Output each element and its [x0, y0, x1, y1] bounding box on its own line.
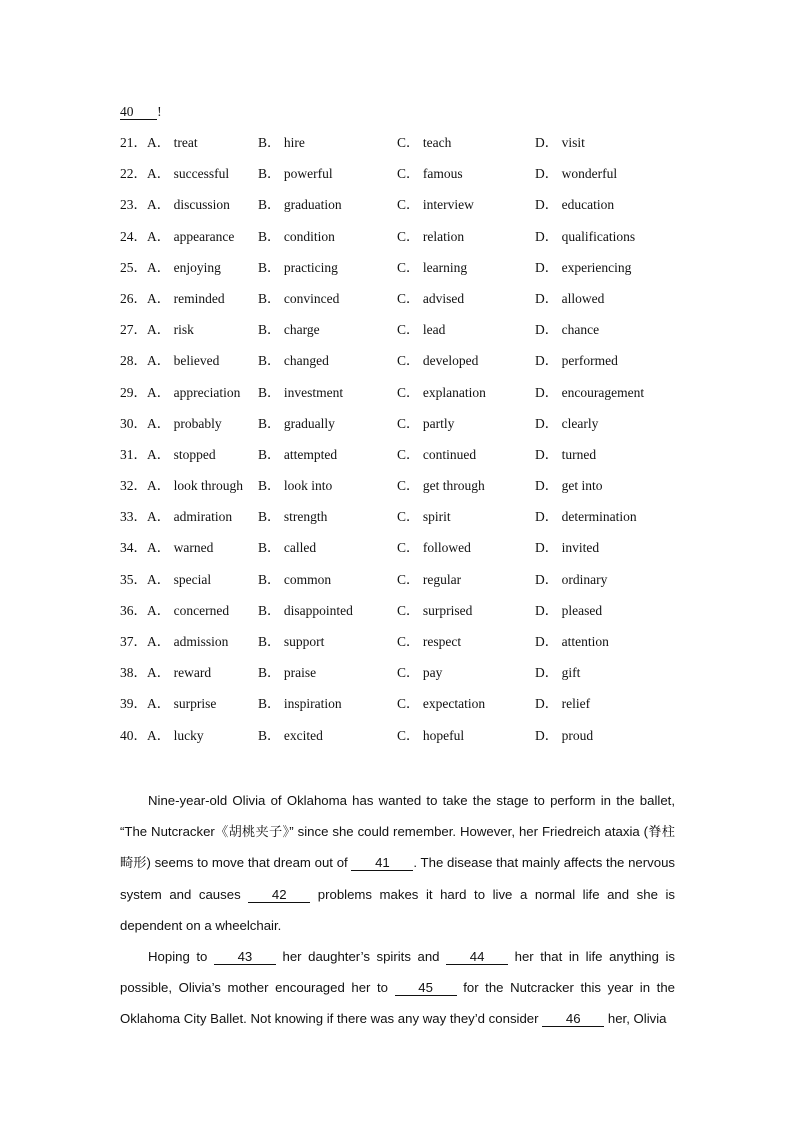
- option-d: [535, 135, 585, 151]
- option-c: [397, 322, 445, 338]
- option-letter: D．: [535, 259, 559, 275]
- blank-40: 40: [120, 105, 157, 120]
- option-b: [258, 572, 331, 588]
- option-letter: C．: [397, 290, 420, 306]
- question-row: [120, 166, 700, 197]
- option-b: [258, 166, 333, 182]
- option-b: [258, 696, 342, 712]
- option-a: [147, 197, 230, 213]
- option-letter: A．: [147, 727, 171, 743]
- question-number: 36．: [120, 602, 147, 618]
- option-text: continued: [422, 446, 477, 462]
- option-letter: B．: [258, 602, 281, 618]
- option-b: [258, 353, 329, 369]
- option-text: strength: [283, 509, 328, 525]
- option-text: allowed: [561, 290, 605, 306]
- option-b: [258, 447, 337, 463]
- option-letter: A．: [147, 665, 171, 681]
- option-text: look into: [283, 478, 333, 494]
- option-letter: A．: [147, 228, 171, 244]
- option-d: [535, 166, 617, 182]
- option-text: called: [283, 540, 317, 556]
- option-text: relief: [561, 696, 591, 712]
- option-letter: B．: [258, 446, 281, 462]
- option-letter: A．: [147, 353, 171, 369]
- option-letter: A．: [147, 446, 171, 462]
- question-number: 21．: [120, 135, 147, 150]
- option-c: [397, 634, 461, 650]
- question-row: [120, 447, 700, 478]
- question-row: [120, 634, 700, 665]
- option-c: [397, 665, 442, 681]
- option-text: powerful: [283, 166, 333, 182]
- option-c: [397, 509, 451, 525]
- option-a: [147, 509, 232, 525]
- option-text: turned: [561, 446, 597, 462]
- question-row: [120, 229, 700, 260]
- option-letter: D．: [535, 322, 559, 338]
- option-d: [535, 322, 599, 338]
- option-letter: D．: [535, 446, 559, 462]
- option-letter: D．: [535, 540, 559, 556]
- option-d: [535, 385, 644, 401]
- option-a: [147, 260, 221, 276]
- option-b: [258, 603, 353, 619]
- option-letter: C．: [397, 135, 420, 150]
- option-a: [147, 385, 240, 401]
- option-letter: C．: [397, 665, 420, 681]
- option-c: [397, 540, 471, 556]
- question-number: 29．: [120, 384, 147, 400]
- option-letter: B．: [258, 478, 281, 494]
- option-text: encouragement: [561, 384, 645, 400]
- option-letter: C．: [397, 353, 420, 369]
- option-letter: B．: [258, 571, 281, 587]
- question-number: 37．: [120, 634, 147, 649]
- option-letter: A．: [147, 634, 171, 649]
- option-text: enjoying: [173, 259, 221, 275]
- exclamation-mark: !: [157, 104, 162, 119]
- option-text: interview: [422, 197, 474, 213]
- option-letter: B．: [258, 634, 281, 649]
- option-a: [147, 135, 198, 151]
- option-letter: A．: [147, 696, 171, 712]
- option-text: successful: [173, 166, 230, 182]
- option-text: probably: [173, 415, 222, 431]
- option-text: gift: [561, 665, 581, 681]
- option-text: partly: [422, 415, 455, 431]
- option-b: [258, 416, 335, 432]
- option-letter: B．: [258, 166, 281, 182]
- option-letter: D．: [535, 509, 559, 525]
- option-a: [147, 478, 243, 494]
- option-letter: D．: [535, 384, 559, 400]
- question-number: 33．: [120, 509, 147, 525]
- option-c: [397, 197, 474, 213]
- option-letter: C．: [397, 634, 420, 649]
- answer-options-list: [120, 135, 700, 759]
- option-text: respect: [422, 634, 462, 649]
- option-letter: C．: [397, 197, 420, 213]
- option-letter: B．: [258, 197, 281, 213]
- option-text: surprise: [173, 696, 217, 712]
- question-number: 34．: [120, 540, 147, 556]
- question-number: 25．: [120, 259, 147, 275]
- blank-43: 43: [214, 949, 276, 965]
- option-a: [147, 416, 222, 432]
- option-letter: D．: [535, 571, 559, 587]
- option-b: [258, 229, 335, 245]
- question-row: [120, 416, 700, 447]
- option-text: investment: [283, 384, 344, 400]
- question-row: [120, 509, 700, 540]
- option-text: reminded: [173, 290, 225, 306]
- option-text: common: [283, 571, 332, 587]
- option-a: [147, 665, 211, 681]
- option-text: condition: [283, 228, 335, 244]
- option-d: [535, 540, 599, 556]
- option-d: [535, 728, 593, 744]
- option-letter: B．: [258, 415, 281, 431]
- option-text: learning: [422, 259, 468, 275]
- option-text: attempted: [283, 446, 338, 462]
- option-letter: D．: [535, 602, 559, 618]
- option-letter: A．: [147, 509, 171, 525]
- option-b: [258, 728, 323, 744]
- option-text: relation: [422, 228, 465, 244]
- option-text: appreciation: [173, 384, 241, 400]
- option-text: inspiration: [283, 696, 342, 712]
- option-b: [258, 135, 305, 151]
- option-text: ordinary: [561, 571, 608, 587]
- option-d: [535, 447, 596, 463]
- option-d: [535, 572, 607, 588]
- option-letter: D．: [535, 478, 559, 494]
- question-row: [120, 353, 700, 384]
- option-letter: C．: [397, 384, 420, 400]
- option-text: stopped: [173, 446, 216, 462]
- question-number: 38．: [120, 665, 147, 681]
- option-c: [397, 166, 463, 182]
- option-text: followed: [422, 540, 471, 556]
- option-b: [258, 385, 343, 401]
- question-row: [120, 696, 700, 727]
- option-d: [535, 229, 635, 245]
- option-b: [258, 197, 342, 213]
- option-a: [147, 572, 211, 588]
- option-text: charge: [283, 322, 320, 338]
- option-a: [147, 291, 225, 307]
- option-a: [147, 728, 204, 744]
- option-letter: B．: [258, 259, 281, 275]
- option-text: reward: [173, 665, 212, 681]
- option-a: [147, 322, 194, 338]
- option-text: performed: [561, 353, 618, 369]
- option-text: hire: [283, 135, 305, 150]
- option-letter: B．: [258, 290, 281, 306]
- reading-passage: [120, 785, 675, 1035]
- question-row: [120, 322, 700, 353]
- question-row: [120, 291, 700, 322]
- option-a: [147, 696, 216, 712]
- option-letter: C．: [397, 478, 420, 494]
- option-text: lead: [422, 322, 446, 338]
- option-d: [535, 634, 609, 650]
- option-a: [147, 447, 216, 463]
- option-d: [535, 665, 580, 681]
- option-text: advised: [422, 290, 465, 306]
- option-b: [258, 291, 339, 307]
- paragraph-2: Hoping to 43 her daughter’s spirits and 44 her that in life anything is possible, Olivia’s mother encouraged her to 45 for the Nutcracker this year in the Oklahoma City Ballet. Not knowing if there was any way they’d consider 46 her, Olivia: [120, 949, 676, 1027]
- option-b: [258, 634, 324, 650]
- option-text: get through: [422, 478, 485, 494]
- option-text: surprised: [422, 602, 473, 618]
- option-text: look through: [173, 478, 243, 494]
- option-letter: C．: [397, 166, 420, 182]
- option-letter: D．: [535, 353, 559, 369]
- option-text: graduation: [283, 197, 342, 213]
- option-b: [258, 322, 320, 338]
- option-letter: D．: [535, 727, 559, 743]
- option-letter: A．: [147, 540, 171, 556]
- option-text: teach: [422, 135, 452, 150]
- option-letter: A．: [147, 259, 171, 275]
- option-text: risk: [173, 322, 194, 338]
- option-b: [258, 478, 332, 494]
- option-letter: C．: [397, 540, 420, 556]
- option-text: chance: [561, 322, 600, 338]
- option-c: [397, 260, 467, 276]
- option-letter: C．: [397, 322, 420, 338]
- option-text: disappointed: [283, 602, 353, 618]
- question-row: [120, 728, 700, 759]
- option-text: hopeful: [422, 727, 465, 743]
- question-number: 28．: [120, 353, 147, 369]
- option-letter: B．: [258, 322, 281, 338]
- option-letter: D．: [535, 634, 559, 649]
- option-letter: C．: [397, 696, 420, 712]
- option-a: [147, 603, 229, 619]
- option-a: [147, 229, 234, 245]
- option-letter: B．: [258, 727, 281, 743]
- option-text: special: [173, 571, 212, 587]
- option-text: spirit: [422, 509, 451, 525]
- option-text: proud: [561, 727, 594, 743]
- option-d: [535, 260, 631, 276]
- question-number: 30．: [120, 415, 147, 431]
- option-text: education: [561, 197, 615, 213]
- blank-41: 41: [351, 855, 413, 871]
- option-text: clearly: [561, 415, 599, 431]
- question-number: 32．: [120, 478, 147, 494]
- option-text: developed: [422, 353, 479, 369]
- option-c: [397, 696, 485, 712]
- option-text: determination: [561, 509, 637, 525]
- question-number: 24．: [120, 228, 147, 244]
- option-text: regular: [422, 571, 462, 587]
- option-letter: D．: [535, 696, 559, 712]
- paragraph-1: Nine-year-old Olivia of Oklahoma has wanted to take the stage to perform in the ballet, “The Nutcracker《胡桃夹子》” since she could remember. However, her Friedreich ataxia (脊柱畸形) seems to move that dream out of 41 . The disease that mainly affects the nervous system and causes 42 problems makes it hard to live a normal life and she is dependent on a wheelchair.: [120, 793, 675, 933]
- question-number: 23．: [120, 197, 147, 213]
- option-c: [397, 478, 485, 494]
- option-letter: C．: [397, 228, 420, 244]
- option-letter: A．: [147, 322, 171, 338]
- option-letter: A．: [147, 478, 171, 494]
- question-number: 22．: [120, 166, 147, 182]
- option-letter: C．: [397, 571, 420, 587]
- option-text: qualifications: [561, 228, 636, 244]
- option-text: praise: [283, 665, 317, 681]
- option-text: admission: [173, 634, 229, 649]
- option-text: famous: [422, 166, 463, 182]
- option-text: pay: [422, 665, 443, 681]
- question-row: [120, 197, 700, 228]
- blank-46: 46: [542, 1011, 604, 1027]
- option-c: [397, 416, 454, 432]
- option-text: discussion: [173, 197, 230, 213]
- question-row: [120, 385, 700, 416]
- question-number: 35．: [120, 571, 147, 587]
- option-letter: A．: [147, 384, 171, 400]
- option-letter: B．: [258, 353, 281, 369]
- question-row: [120, 665, 700, 696]
- option-b: [258, 509, 327, 525]
- blank-42: 42: [248, 887, 310, 903]
- option-c: [397, 135, 451, 151]
- option-letter: C．: [397, 509, 420, 525]
- question-number: 40．: [120, 727, 147, 743]
- option-text: explanation: [422, 384, 486, 400]
- option-letter: D．: [535, 197, 559, 213]
- option-letter: A．: [147, 571, 171, 587]
- option-a: [147, 166, 229, 182]
- question-row: [120, 603, 700, 634]
- option-letter: B．: [258, 540, 281, 556]
- option-text: excited: [283, 727, 323, 743]
- option-letter: D．: [535, 415, 559, 431]
- option-letter: A．: [147, 197, 171, 213]
- question-row: [120, 478, 700, 509]
- option-d: [535, 197, 614, 213]
- option-letter: A．: [147, 290, 171, 306]
- option-c: [397, 385, 486, 401]
- option-letter: D．: [535, 665, 559, 681]
- option-letter: A．: [147, 135, 171, 150]
- option-b: [258, 540, 316, 556]
- option-text: visit: [561, 135, 585, 150]
- option-letter: C．: [397, 602, 420, 618]
- option-b: [258, 260, 338, 276]
- question-row: [120, 260, 700, 291]
- option-c: [397, 572, 461, 588]
- option-letter: D．: [535, 135, 559, 150]
- option-text: changed: [283, 353, 329, 369]
- option-text: get into: [561, 478, 603, 494]
- option-text: expectation: [422, 696, 486, 712]
- option-d: [535, 478, 603, 494]
- option-letter: D．: [535, 290, 559, 306]
- option-c: [397, 728, 464, 744]
- option-letter: C．: [397, 727, 420, 743]
- option-text: concerned: [173, 602, 230, 618]
- option-text: practicing: [283, 259, 338, 275]
- option-c: [397, 291, 464, 307]
- option-text: experiencing: [561, 259, 632, 275]
- option-b: [258, 665, 316, 681]
- option-letter: C．: [397, 259, 420, 275]
- option-c: [397, 603, 472, 619]
- option-text: appearance: [173, 228, 235, 244]
- option-c: [397, 447, 476, 463]
- option-d: [535, 509, 637, 525]
- option-text: invited: [561, 540, 600, 556]
- option-letter: B．: [258, 696, 281, 712]
- option-text: attention: [561, 634, 609, 649]
- option-letter: C．: [397, 446, 420, 462]
- previous-blank-line: [120, 104, 162, 120]
- option-letter: D．: [535, 228, 559, 244]
- option-letter: A．: [147, 602, 171, 618]
- option-d: [535, 291, 604, 307]
- blank-45: 45: [395, 980, 457, 996]
- question-number: 26．: [120, 290, 147, 306]
- option-c: [397, 353, 478, 369]
- option-d: [535, 353, 618, 369]
- option-text: support: [283, 634, 325, 649]
- question-row: [120, 135, 700, 166]
- question-number: 39．: [120, 696, 147, 712]
- question-number: 31．: [120, 446, 147, 462]
- option-letter: B．: [258, 135, 281, 150]
- option-a: [147, 353, 219, 369]
- option-text: warned: [173, 540, 214, 556]
- option-letter: C．: [397, 415, 420, 431]
- option-d: [535, 696, 590, 712]
- option-c: [397, 229, 464, 245]
- option-text: gradually: [283, 415, 335, 431]
- option-letter: B．: [258, 509, 281, 525]
- option-d: [535, 416, 598, 432]
- option-d: [535, 603, 602, 619]
- option-letter: D．: [535, 166, 559, 182]
- option-text: lucky: [173, 727, 204, 743]
- question-row: [120, 540, 700, 571]
- option-text: admiration: [173, 509, 233, 525]
- option-letter: A．: [147, 415, 171, 431]
- option-text: treat: [173, 135, 198, 150]
- option-text: believed: [173, 353, 220, 369]
- option-a: [147, 634, 228, 650]
- option-letter: B．: [258, 384, 281, 400]
- option-text: convinced: [283, 290, 340, 306]
- blank-44: 44: [446, 949, 508, 965]
- option-text: wonderful: [561, 166, 618, 182]
- option-letter: B．: [258, 665, 281, 681]
- option-letter: B．: [258, 228, 281, 244]
- question-row: [120, 572, 700, 603]
- option-a: [147, 540, 213, 556]
- question-number: 27．: [120, 322, 147, 338]
- option-text: pleased: [561, 602, 603, 618]
- option-letter: A．: [147, 166, 171, 182]
